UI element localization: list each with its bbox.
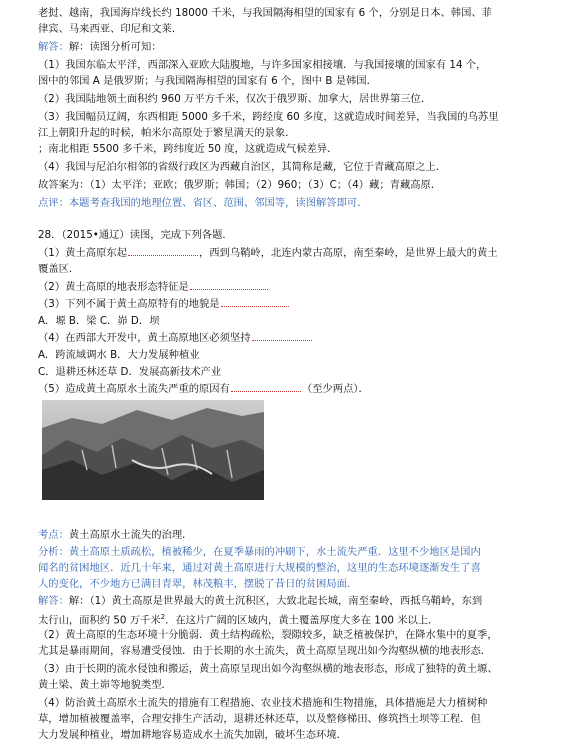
solution-label: 解答： xyxy=(38,595,69,607)
text-line: 图中的邻国 A 是俄罗斯；与我国隔海相望的国家有 6 个，图中 B 是韩国． xyxy=(38,75,377,87)
text-line: （1）我国东临太平洋，西部深入亚欧大陆腹地，与许多国家相接壤．与我国接壤的国家有 14 个， xyxy=(38,59,487,71)
solution-line xyxy=(38,594,482,608)
blank xyxy=(128,246,198,256)
text-line: 草，增加植被覆盖率，合理安排生产活动，退耕还林还草，以及整修梯田、修筑挡土坝等工程．但 xyxy=(38,713,481,725)
kaodian-label: 考点： xyxy=(38,529,69,541)
text-line: （3）我国幅员辽阔，东西相距 5000 多千米，跨经度 60 多度，这就造成时间差异，当我国的乌苏里 xyxy=(38,111,499,123)
text-line xyxy=(38,610,438,627)
text-line: 黄土梁、黄土峁等地貌类型． xyxy=(38,679,172,691)
text-part: （4）在西部大开发中，黄土高原地区必须坚持 xyxy=(38,332,251,344)
subquestion-1 xyxy=(38,246,498,260)
text-line: （4）我国与尼泊尔相邻的省级行政区为西藏自治区，其简称是藏，它位于青藏高原之上． xyxy=(38,161,447,173)
text-part: （3）下列不属于黄土高原特有的地貌是 xyxy=(38,298,220,310)
answer-intro xyxy=(38,40,162,54)
subquestion-5 xyxy=(38,382,369,396)
comment-text: 本题考查我国的地理位置、省区、范围、邻国等，读图解答即可． xyxy=(68,197,368,209)
text-part: 太行山，面积约 50 万千米 xyxy=(38,614,161,627)
analysis-line xyxy=(38,545,481,559)
blank xyxy=(231,382,301,392)
text-part: ．在这片广阔的区域内，黄土覆盖厚度大多在 100 米以上． xyxy=(165,614,439,627)
comment-label: 点评： xyxy=(38,197,69,209)
superscript: 2 xyxy=(160,613,166,621)
blank xyxy=(190,280,268,290)
question-heading: 28．（2015•通辽）读图，完成下列各题． xyxy=(38,229,233,241)
final-answer: 故答案为：（1）太平洋；亚欧；俄罗斯；韩国；（2）960；（3）C；（4）藏；青藏高原． xyxy=(38,179,442,191)
options-4b: C．退耕还林还草 D．发展高新技术产业 xyxy=(38,366,222,378)
text-line: 江上朝阳升起的时候，帕米尔高原处于繁星满天的景象． xyxy=(38,127,296,139)
analysis-text: 黄土高原土质疏松，植被稀少，在夏季暴雨的冲刷下，水土流失严重．这里不少地区是国内 xyxy=(68,546,481,558)
text-line: ；南北相距 5500 多千米，跨纬度近 50 度，这就造成气候差异． xyxy=(38,143,338,155)
blank xyxy=(221,297,289,307)
text-line: 尤其是暴雨期间，容易遭受侵蚀．由于长期的水土流失，黄土高原呈现出如今沟壑纵横的地表形态． xyxy=(38,645,492,657)
text-part: （5）造成黄土高原水土流失严重的原因有 xyxy=(38,383,230,395)
comment-line xyxy=(38,196,368,210)
text-line: （4）防治黄土高原水土流失的措施有工程措施、农业技术措施和生物措施，具体措施是大力植树种 xyxy=(38,697,488,709)
kaodian-text: 黄土高原水土流失的治理． xyxy=(68,529,193,541)
text-line: 覆盖区． xyxy=(38,263,80,275)
subquestion-2 xyxy=(38,280,269,294)
analysis-label: 分析： xyxy=(38,546,69,558)
text-line: 大力发展种植业，增加耕地容易造成水土流失加剧，破坏生态环境． xyxy=(38,729,347,741)
answer-text: 解：读图分析可知： xyxy=(68,41,162,53)
loess-plateau-photo xyxy=(42,400,264,500)
options-3: A．塬 B．梁 C．峁 D．坝 xyxy=(38,315,160,327)
text-line: 老挝、越南，我国海岸线长约 18000 千米，与我国隔海相望的国家有 6 个，分别是日本、韩国、菲 xyxy=(38,7,492,19)
solution-text: 解：（1）黄土高原是世界最大的黄土沉积区，大致北起长城，南至秦岭，西抵乌鞘岭，东到 xyxy=(68,595,483,607)
text-line: （2）黄土高原的生态环境十分脆弱．黄土结构疏松，裂隙较多，缺乏植被保护，在降水集中的夏季， xyxy=(38,629,498,641)
kaodian-line xyxy=(38,528,192,542)
text-part: （2）黄土高原的地表形态特征是 xyxy=(38,281,189,293)
text-part: （至少两点）． xyxy=(301,383,369,395)
subquestion-3 xyxy=(38,297,290,311)
blank xyxy=(252,331,312,341)
text-line: （2）我国陆地领土面积约 960 万平方千米，仅次于俄罗斯、加拿大，居世界第三位． xyxy=(38,93,432,105)
subquestion-4 xyxy=(38,331,313,345)
text-line: （3）由于长期的流水侵蚀和搬运，黄土高原呈现出如今沟壑纵横的地表形态，形成了独特的黄土塬、 xyxy=(38,663,498,675)
answer-label: 解答： xyxy=(38,41,69,53)
text-line: 人的变化，不少地方已满目青翠，林茂粮丰，摆脱了昔日的贫困局面． xyxy=(38,578,358,590)
text-part: （1）黄土高原东起 xyxy=(38,247,127,259)
text-line: 律宾、马来西亚、印尼和文莱． xyxy=(38,23,183,35)
text-part: ，西到乌鞘岭，北连内蒙古高原，南至秦岭，是世界上最大的黄土 xyxy=(198,247,498,259)
options-4a: A．跨流域调水 B．大力发展种植业 xyxy=(38,349,200,361)
text-line: 闻名的贫困地区．近几十年来，通过对黄土高原进行大规模的整治，这里的生态环境逐渐发生了喜 xyxy=(38,562,481,574)
